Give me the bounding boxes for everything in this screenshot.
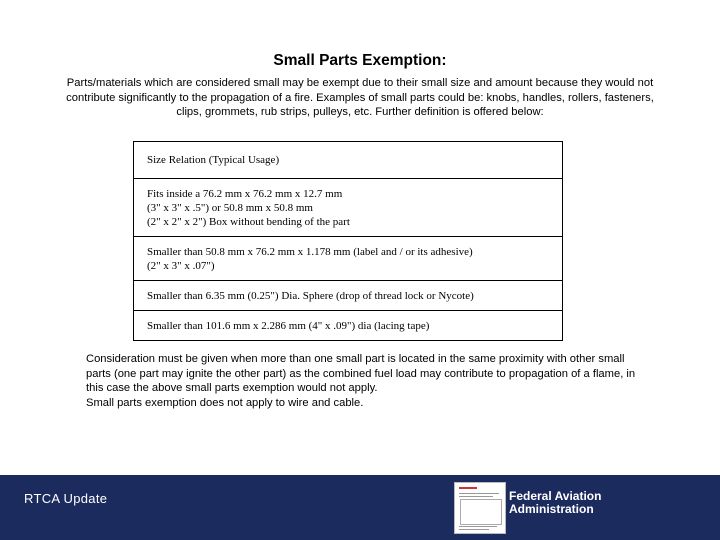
wire-cable-note: Small parts exemption does not apply to wire and cable. bbox=[86, 396, 364, 409]
footer-left-text: RTCA Update bbox=[24, 491, 108, 506]
document-thumbnail-icon bbox=[454, 482, 506, 534]
table-cell bbox=[134, 142, 563, 179]
org-line-2: Administration bbox=[509, 502, 594, 516]
cell-line: Fits inside a 76.2 mm x 76.2 mm x 12.7 mm bbox=[147, 187, 343, 200]
table-cell bbox=[134, 179, 563, 237]
cell-line: Smaller than 6.35 mm (0.25") Dia. Sphere (drop of thread lock or Nycote) bbox=[147, 289, 474, 302]
table-row bbox=[134, 237, 563, 281]
table-cell bbox=[134, 281, 563, 311]
footer-bar bbox=[0, 475, 720, 540]
table-row bbox=[134, 142, 563, 179]
cell-line: Smaller than 50.8 mm x 76.2 mm x 1.178 mm (label and / or its adhesive) bbox=[147, 245, 473, 258]
org-line-1: Federal Aviation bbox=[509, 489, 602, 503]
cell-line: (3" x 3" x .5") or 50.8 mm x 50.8 mm bbox=[147, 201, 313, 214]
table-row bbox=[134, 281, 563, 311]
size-relation-table bbox=[133, 141, 563, 341]
table-row bbox=[134, 179, 563, 237]
table-cell bbox=[134, 237, 563, 281]
consideration-paragraph: Consideration must be given when more than one small part is located in the same proximity with other small parts (one part may ignite the other part) as the combined fuel load may contribute to propagation of a flame, in this case the above small parts exemption would not apply. bbox=[86, 353, 636, 394]
table-row bbox=[134, 311, 563, 341]
intro-paragraph: Parts/materials which are considered small may be exempt due to their small size and amount because they would not contribute significantly to the propagation of a fire. Examples of small parts could be: knobs, handles, rollers, fasteners, clips, grommets, rub strips, pulleys, etc. Further definition is offered below: bbox=[66, 77, 654, 118]
cell-line: Size Relation (Typical Usage) bbox=[147, 154, 280, 166]
table-cell bbox=[134, 311, 563, 341]
slide-title: Small Parts Exemption: bbox=[273, 52, 447, 69]
cell-line: (2" x 3" x .07") bbox=[147, 259, 215, 272]
cell-line: (2" x 2" x 2") Box without bending of the part bbox=[147, 215, 350, 228]
consideration-text bbox=[86, 352, 646, 410]
faa-wordmark bbox=[509, 490, 601, 516]
cell-line: Smaller than 101.6 mm x 2.286 mm (4" x .09") dia (lacing tape) bbox=[147, 319, 430, 332]
